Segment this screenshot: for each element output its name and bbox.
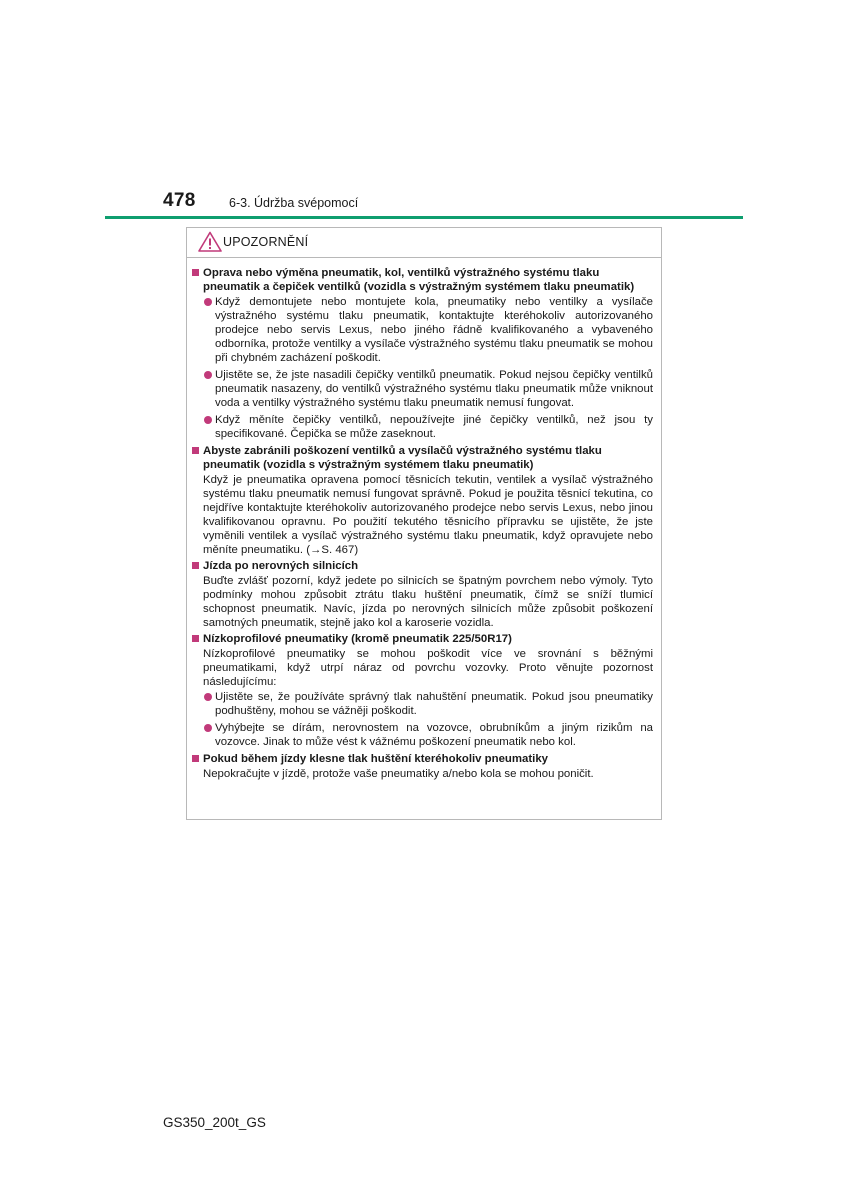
section-heading-text: Pokud během jízdy klesne tlak huštění kteréhokoliv pneumatiky: [203, 753, 548, 765]
page-number: 478: [163, 190, 196, 211]
paragraph: Nízkoprofilové pneumatiky se mohou poškodit více ve srovnání s běžnými pneumatikami, když utrpí náraz od povrchu vozovky. Proto věnujte pozornost následujícímu:: [203, 648, 653, 688]
bullet-item: [190, 295, 653, 365]
bullet-text: Když demontujete nebo montujete kola, pneumatiky nebo ventilky a vysílače výstražného systému tlaku pneumatik, kontaktujte kteréhokoliv autorizovaného prodejce nebo servis Lexus, nebo jiného řádně kvalifikovaného a vybaveného odborníka, protože ventilky a vysílače výstražného systému tlaku pneumatik se mohou při chybném zacházení poškodit.: [215, 296, 653, 364]
section-heading: [190, 752, 653, 766]
caution-section: [190, 632, 653, 749]
bullet-text: Ujistěte se, že používáte správný tlak nahuštění pneumatik. Pokud jsou pneumatiky podhuštěny, mohou se vážněji poškodit.: [215, 691, 653, 717]
paragraph: Buďte zvlášť pozorní, když jedete po silnicích se špatným povrchem nebo výmoly. Tyto podmínky mohou způsobit ztrátu tlaku huštění pneumatik, čímž se sníží tlumicí schopnost pneumatik. Navíc, jízda po nerovných silnicích může způsobit poškození samotných pneumatik, stejně jako kol a karoserie vozidla.: [203, 575, 653, 629]
caution-header: [187, 228, 661, 258]
caution-title: UPOZORNĚNÍ: [223, 235, 309, 249]
caution-section: [190, 559, 653, 630]
bullet-item: [190, 690, 653, 718]
section-heading: [190, 444, 653, 472]
section-heading: [190, 632, 653, 646]
square-bullet-icon: [192, 562, 199, 569]
paragraph: Když je pneumatika opravena pomocí těsnicích tekutin, ventilek a vysílač výstražného systému tlaku pneumatik nemusí fungovat správně. Pokud je použita těsnicí tekutina, co nejdříve kontaktujte kteréhokoliv autorizovaného prodejce nebo servis Lexus, nebo jinou kvalifikovanou opravnu. Po použití tekutého těsnicího přípravku se ujistěte, že jste vyměnili ventilek a vysílač výstražného systému tlaku pneumatik, když opravujete nebo měníte pneumatiku. (→S. 467): [203, 474, 653, 556]
square-bullet-icon: [192, 269, 199, 276]
bullet-item: [190, 721, 653, 749]
caution-body: [187, 258, 661, 781]
bullet-text: Ujistěte se, že jste nasadili čepičky ventilků pneumatik. Pokud nejsou čepičky ventilků pneumatik nasazeny, do ventilků výstražného systému tlaku pneumatik může vniknout voda a ventilky výstražného systému tlaku pneumatik nemusí fungovat.: [215, 369, 653, 409]
bullet-item: [190, 413, 653, 441]
caution-section: [190, 444, 653, 557]
paragraph: Nepokračujte v jízdě, protože vaše pneumatiky a/nebo kola se mohou poničit.: [203, 768, 594, 780]
bullet-item: [190, 368, 653, 410]
section-title: 6-3. Údržba svépomocí: [229, 196, 359, 210]
warning-triangle-icon: [198, 231, 222, 252]
round-bullet-icon: [204, 724, 212, 732]
caution-box: [186, 227, 662, 820]
header-divider: [105, 216, 743, 219]
caution-section: [190, 266, 653, 441]
square-bullet-icon: [192, 447, 199, 454]
bullet-text: Vyhýbejte se dírám, nerovnostem na vozovce, obrubníkům a jiným rizikům na vozovce. Jinak to může vést k vážnému poškození pneumatik nebo kol.: [215, 722, 653, 748]
square-bullet-icon: [192, 755, 199, 762]
section-heading: [190, 559, 653, 573]
section-heading-text: Abyste zabránili poškození ventilků a vysílačů výstražného systému tlaku pneumatik (vozidla s výstražným systémem tlaku pneumatik): [203, 445, 602, 471]
bullet-text: Když měníte čepičky ventilků, nepoužívejte jiné čepičky ventilků, než jsou ty specifikované. Čepička se může zaseknout.: [215, 414, 653, 440]
round-bullet-icon: [204, 693, 212, 701]
round-bullet-icon: [204, 371, 212, 379]
section-heading: [190, 266, 653, 294]
caution-section: [190, 752, 653, 781]
round-bullet-icon: [204, 416, 212, 424]
section-heading-text: Nízkoprofilové pneumatiky (kromě pneumatik 225/50R17): [203, 633, 512, 645]
square-bullet-icon: [192, 635, 199, 642]
section-heading-text: Jízda po nerovných silnicích: [203, 560, 359, 572]
section-heading-text: Oprava nebo výměna pneumatik, kol, ventilků výstražného systému tlaku pneumatik a čepiček ventilků (vozidla s výstražným systémem tlaku pneumatik): [203, 267, 635, 293]
model-code: GS350_200t_GS: [163, 1115, 266, 1130]
round-bullet-icon: [204, 298, 212, 306]
